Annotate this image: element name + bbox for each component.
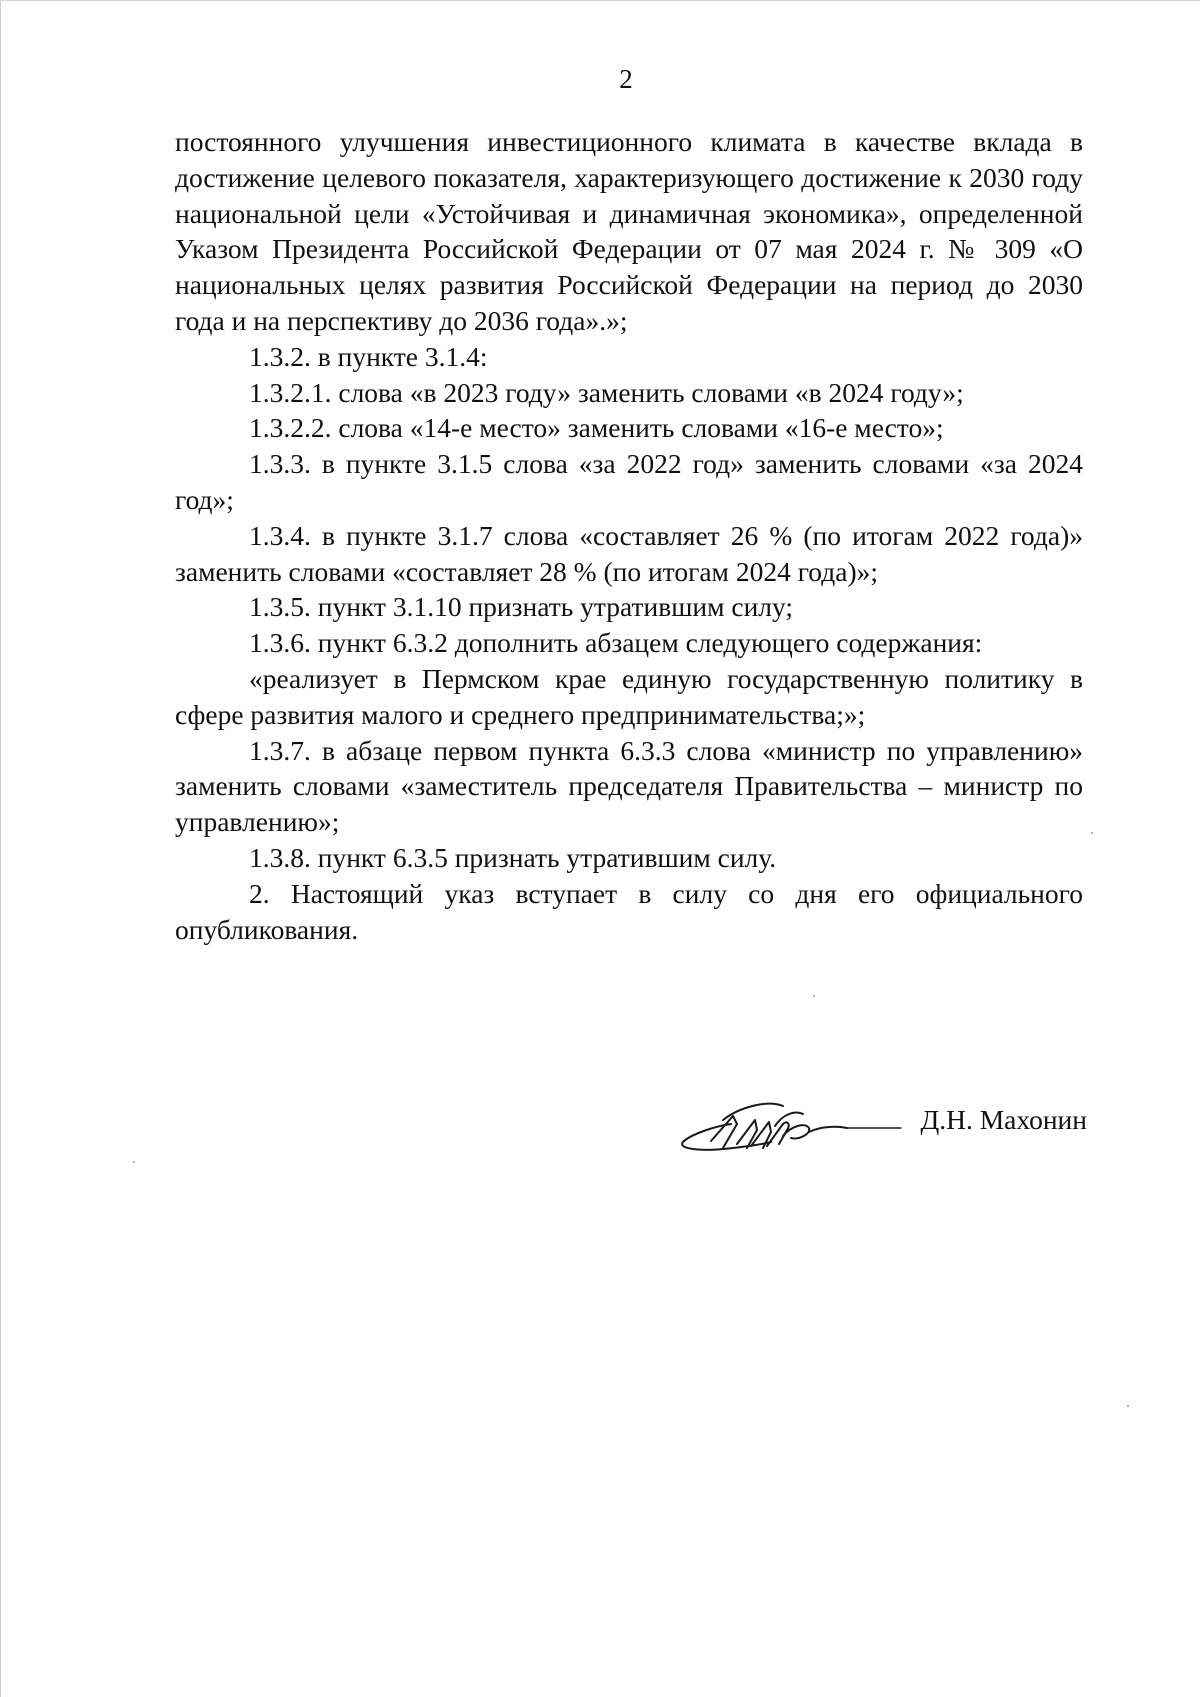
paragraph-1-3-6: 1.3.6. пункт 6.3.2 дополнить абзацем следующего содержания: bbox=[249, 627, 983, 659]
paragraph-1-3-3: 1.3.3. в пункте 3.1.5 слова «за 2022 год» заменить словами «за 2024 год»; bbox=[175, 448, 1083, 515]
paragraph-1-3-2-1: 1.3.2.1. слова «в 2023 году» заменить словами «в 2024 году»; bbox=[249, 376, 964, 408]
paragraph-1-3-4: 1.3.4. в пункте 3.1.7 слова «составляет 26 % (по итогам 2022 года)» заменить словами «составляет 28 % (по итогам 2024 года)»; bbox=[175, 519, 1083, 587]
document-body bbox=[175, 124, 1083, 947]
paragraph-quoted-addition: «реализует в Пермском крае единую государственную политику в сфере развития малого и среднего предпринимательства;»; bbox=[175, 662, 1083, 730]
paragraph-1-3-2-2: 1.3.2.2. слова «14-е место» заменить словами «16-е место»; bbox=[249, 412, 944, 444]
page-number: 2 bbox=[619, 64, 633, 94]
paragraph-1-3-2: 1.3.2. в пункте 3.1.4: bbox=[249, 340, 488, 372]
scan-speck bbox=[1127, 1405, 1129, 1407]
paragraph-continuation: постоянного улучшения инвестиционного климата в качестве вклада в достижение целевого показателя, характеризующего достижение к 2030 году национальной цели «Устойчивая и динамичная экономика», определенной Указом Президента Российской Федерации от 07 мая 2024 г. № 309 «О национальных целях развития Российской Федерации на период до 2030 года и на перспективу до 2036 года».»; bbox=[175, 126, 1083, 336]
scan-speck bbox=[1091, 832, 1093, 834]
scan-speck bbox=[813, 995, 815, 997]
scan-speck bbox=[133, 1161, 135, 1163]
signer-name: Д.Н. Махонин bbox=[920, 1104, 1087, 1135]
paragraph-1-3-5: 1.3.5. пункт 3.1.10 признать утратившим силу; bbox=[249, 591, 794, 623]
paragraph-1-3-7: 1.3.7. в абзаце первом пункта 6.3.3 слова «министр по управлению» заменить словами «заместитель председателя Правительства – министр по управлению»; bbox=[175, 734, 1083, 838]
signature-block bbox=[671, 1086, 1087, 1176]
handwritten-signature-icon bbox=[671, 1086, 921, 1176]
paragraph-2: 2. Настоящий указ вступает в силу со дня его официального опубликования. bbox=[175, 877, 1083, 945]
paragraph-1-3-8: 1.3.8. пункт 6.3.5 признать утратившим силу. bbox=[249, 841, 777, 873]
